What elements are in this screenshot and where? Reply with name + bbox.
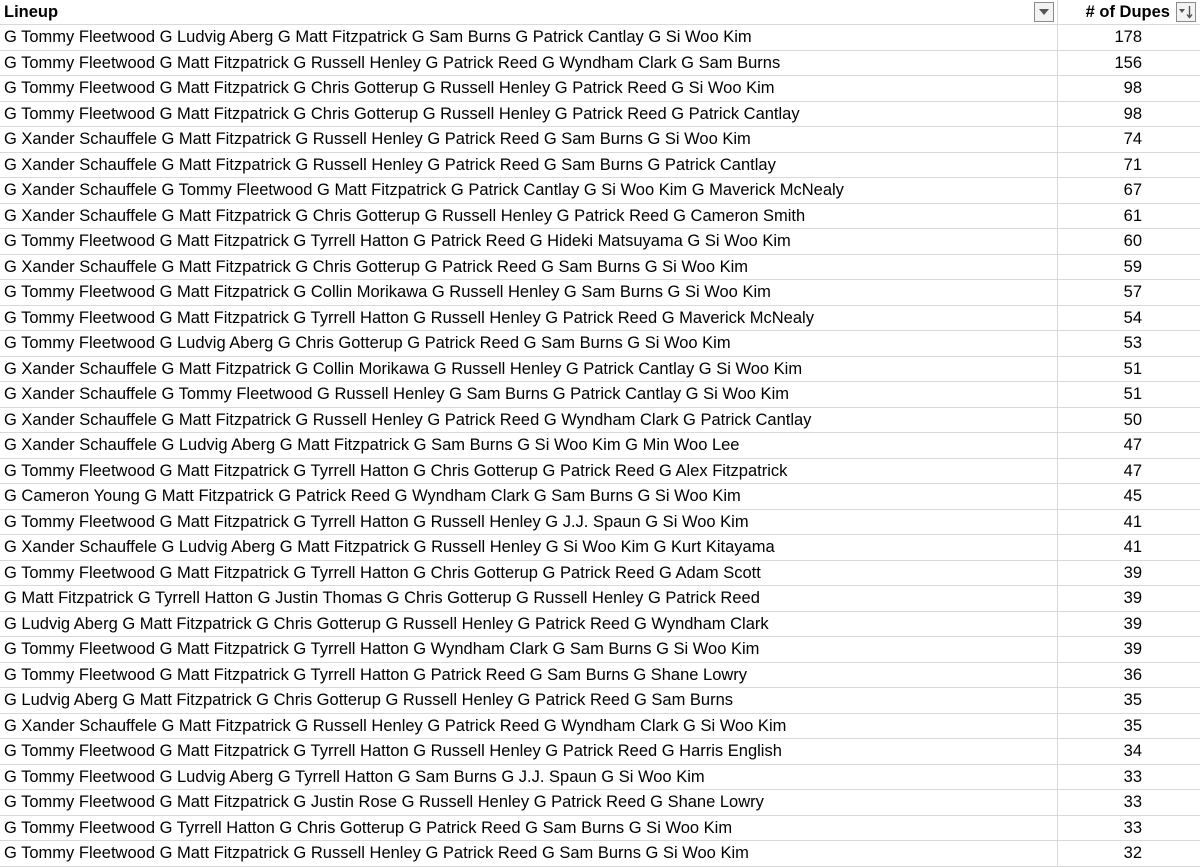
lineup-cell[interactable]: G Tommy Fleetwood G Matt Fitzpatrick G Tyrrell Hatton G Wyndham Clark G Sam Burns G Si Woo Kim <box>0 637 1058 662</box>
lineup-cell[interactable]: G Xander Schauffele G Matt Fitzpatrick G Chris Gotterup G Patrick Reed G Sam Burns G Si Woo Kim <box>0 255 1058 280</box>
lineup-cell[interactable]: G Xander Schauffele G Matt Fitzpatrick G Russell Henley G Patrick Reed G Wyndham Clark G Patrick Cantlay <box>0 408 1058 433</box>
lineup-cell[interactable]: G Xander Schauffele G Ludvig Aberg G Matt Fitzpatrick G Russell Henley G Si Woo Kim G Kurt Kitayama <box>0 535 1058 560</box>
lineup-cell[interactable]: G Tommy Fleetwood G Matt Fitzpatrick G Justin Rose G Russell Henley G Patrick Reed G Shane Lowry <box>0 790 1058 815</box>
lineup-cell[interactable]: G Xander Schauffele G Tommy Fleetwood G Matt Fitzpatrick G Patrick Cantlay G Si Woo Kim G Maverick McNealy <box>0 178 1058 203</box>
dupes-cell[interactable]: 71 <box>1123 155 1142 174</box>
table-row <box>0 51 1200 77</box>
dupes-cell[interactable]: 67 <box>1123 181 1142 199</box>
dupes-cell[interactable]: 41 <box>1123 538 1142 556</box>
table-row <box>0 637 1200 663</box>
lineup-cell[interactable]: G Xander Schauffele G Matt Fitzpatrick G Russell Henley G Patrick Reed G Sam Burns G Patrick Cantlay <box>0 153 1058 178</box>
lineup-cell[interactable]: G Tommy Fleetwood G Ludvig Aberg G Chris Gotterup G Patrick Reed G Sam Burns G Si Woo Kim <box>0 331 1058 356</box>
lineup-cell[interactable]: G Matt Fitzpatrick G Tyrrell Hatton G Justin Thomas G Chris Gotterup G Russell Henley G Patrick Reed <box>0 586 1058 611</box>
lineup-cell[interactable]: G Xander Schauffele G Tommy Fleetwood G Russell Henley G Sam Burns G Patrick Cantlay G Si Woo Kim <box>0 382 1058 407</box>
dupes-cell[interactable]: 39 <box>1123 563 1142 582</box>
table-row <box>0 586 1200 612</box>
lineup-cell[interactable]: G Tommy Fleetwood G Ludvig Aberg G Tyrrell Hatton G Sam Burns G J.J. Spaun G Si Woo Kim <box>0 765 1058 790</box>
dupes-cell[interactable]: 53 <box>1123 334 1142 352</box>
table-row <box>0 280 1200 306</box>
table-row <box>0 612 1200 638</box>
lineup-cell[interactable]: G Tommy Fleetwood G Matt Fitzpatrick G Tyrrell Hatton G Russell Henley G Patrick Reed G Harris English <box>0 739 1058 764</box>
dupes-cell[interactable]: 98 <box>1123 104 1142 123</box>
dupes-cell[interactable]: 47 <box>1123 461 1142 480</box>
lineup-cell[interactable]: G Xander Schauffele G Matt Fitzpatrick G Collin Morikawa G Russell Henley G Patrick Cantlay G Si Woo Kim <box>0 357 1058 382</box>
dupes-cell[interactable]: 61 <box>1123 206 1142 225</box>
lineup-cell[interactable]: G Cameron Young G Matt Fitzpatrick G Patrick Reed G Wyndham Clark G Sam Burns G Si Woo Kim <box>0 484 1058 509</box>
table-row <box>0 714 1200 740</box>
dupes-cell[interactable]: 35 <box>1123 691 1142 709</box>
lineup-cell[interactable]: G Ludvig Aberg G Matt Fitzpatrick G Chris Gotterup G Russell Henley G Patrick Reed G Sam Burns <box>0 688 1058 713</box>
dupes-cell[interactable]: 32 <box>1123 844 1142 862</box>
lineup-cell[interactable]: G Xander Schauffele G Matt Fitzpatrick G Russell Henley G Patrick Reed G Wyndham Clark G Si Woo Kim <box>0 714 1058 739</box>
lineup-cell[interactable]: G Xander Schauffele G Matt Fitzpatrick G Chris Gotterup G Russell Henley G Patrick Reed G Cameron Smith <box>0 204 1058 229</box>
dupes-cell[interactable]: 57 <box>1123 283 1142 301</box>
header-row <box>0 0 1200 25</box>
lineup-cell[interactable]: G Xander Schauffele G Matt Fitzpatrick G Russell Henley G Patrick Reed G Sam Burns G Si Woo Kim <box>0 127 1058 152</box>
dupes-header-label: # of Dupes <box>1085 3 1170 21</box>
table-row <box>0 484 1200 510</box>
dupes-cell[interactable]: 39 <box>1123 640 1142 658</box>
dupes-cell[interactable]: 33 <box>1123 793 1142 811</box>
table-row <box>0 178 1200 204</box>
dupes-cell[interactable]: 35 <box>1123 716 1142 735</box>
table-row <box>0 739 1200 765</box>
lineup-cell[interactable]: G Tommy Fleetwood G Matt Fitzpatrick G Tyrrell Hatton G Russell Henley G J.J. Spaun G Si Woo Kim <box>0 510 1058 535</box>
dupes-cell[interactable]: 36 <box>1123 665 1142 684</box>
lineup-cell[interactable]: G Tommy Fleetwood G Matt Fitzpatrick G Tyrrell Hatton G Patrick Reed G Sam Burns G Shane Lowry <box>0 663 1058 688</box>
table-row <box>0 663 1200 689</box>
filter-dropdown-icon[interactable] <box>1034 2 1054 22</box>
lineup-cell[interactable]: G Ludvig Aberg G Matt Fitzpatrick G Chris Gotterup G Russell Henley G Patrick Reed G Wyndham Clark <box>0 612 1058 637</box>
dupes-cell[interactable]: 33 <box>1123 818 1142 837</box>
dupes-cell[interactable]: 41 <box>1123 512 1142 531</box>
dupes-cell[interactable]: 33 <box>1123 767 1142 786</box>
dupes-cell[interactable]: 60 <box>1123 232 1142 250</box>
dupes-cell[interactable]: 34 <box>1123 742 1142 760</box>
dupes-cell[interactable]: 51 <box>1123 359 1142 378</box>
lineup-cell[interactable]: G Tommy Fleetwood G Matt Fitzpatrick G Tyrrell Hatton G Chris Gotterup G Patrick Reed G Adam Scott <box>0 561 1058 586</box>
dupes-header-cell[interactable] <box>1058 0 1200 24</box>
table-row <box>0 204 1200 230</box>
lineup-cell[interactable]: G Tommy Fleetwood G Matt Fitzpatrick G Tyrrell Hatton G Russell Henley G Patrick Reed G Maverick McNealy <box>0 306 1058 331</box>
dupes-cell[interactable]: 39 <box>1123 614 1142 633</box>
table-row <box>0 331 1200 357</box>
table-row <box>0 229 1200 255</box>
table-row <box>0 408 1200 434</box>
dupes-cell[interactable]: 156 <box>1114 53 1142 72</box>
filter-sort-descending-icon[interactable] <box>1176 2 1196 22</box>
dupes-cell[interactable]: 98 <box>1123 79 1142 97</box>
lineup-header-label: Lineup <box>4 3 59 21</box>
table-row <box>0 255 1200 281</box>
lineup-cell[interactable]: G Tommy Fleetwood G Matt Fitzpatrick G Tyrrell Hatton G Chris Gotterup G Patrick Reed G Alex Fitzpatrick <box>0 459 1058 484</box>
dupes-cell[interactable]: 45 <box>1123 487 1142 505</box>
lineup-cell[interactable]: G Tommy Fleetwood G Ludvig Aberg G Matt Fitzpatrick G Sam Burns G Patrick Cantlay G Si Woo Kim <box>0 25 1058 50</box>
table-row <box>0 765 1200 791</box>
table-row <box>0 76 1200 102</box>
table-row <box>0 816 1200 842</box>
dupes-cell[interactable]: 59 <box>1123 257 1142 276</box>
lineup-cell[interactable]: G Tommy Fleetwood G Matt Fitzpatrick G Collin Morikawa G Russell Henley G Sam Burns G Si Woo Kim <box>0 280 1058 305</box>
dupes-cell[interactable]: 74 <box>1123 130 1142 148</box>
table-row <box>0 790 1200 816</box>
lineup-cell[interactable]: G Tommy Fleetwood G Matt Fitzpatrick G Chris Gotterup G Russell Henley G Patrick Reed G Si Woo Kim <box>0 76 1058 101</box>
dupes-cell[interactable]: 54 <box>1123 308 1142 327</box>
table-row <box>0 459 1200 485</box>
lineup-cell[interactable]: G Tommy Fleetwood G Matt Fitzpatrick G Chris Gotterup G Russell Henley G Patrick Reed G Patrick Cantlay <box>0 102 1058 127</box>
table-row <box>0 535 1200 561</box>
lineup-cell[interactable]: G Tommy Fleetwood G Matt Fitzpatrick G Russell Henley G Patrick Reed G Wyndham Clark G Sam Burns <box>0 51 1058 76</box>
table-body <box>0 25 1200 867</box>
table-row <box>0 841 1200 867</box>
lineup-cell[interactable]: G Tommy Fleetwood G Tyrrell Hatton G Chris Gotterup G Patrick Reed G Sam Burns G Si Woo Kim <box>0 816 1058 841</box>
dupes-cell[interactable]: 51 <box>1123 385 1142 403</box>
dupes-cell[interactable]: 47 <box>1123 436 1142 454</box>
lineup-header-cell[interactable] <box>0 0 1058 24</box>
table-row <box>0 688 1200 714</box>
dupes-cell[interactable]: 39 <box>1123 589 1142 607</box>
dupes-cell[interactable]: 50 <box>1123 410 1142 429</box>
table-row <box>0 102 1200 128</box>
table-row <box>0 561 1200 587</box>
table-row <box>0 382 1200 408</box>
table-row <box>0 433 1200 459</box>
lineup-cell[interactable]: G Tommy Fleetwood G Matt Fitzpatrick G Russell Henley G Patrick Reed G Sam Burns G Si Woo Kim <box>0 841 1058 866</box>
table-row <box>0 153 1200 179</box>
lineup-cell[interactable]: G Tommy Fleetwood G Matt Fitzpatrick G Tyrrell Hatton G Patrick Reed G Hideki Matsuyama G Si Woo Kim <box>0 229 1058 254</box>
table-row <box>0 127 1200 153</box>
table-row <box>0 306 1200 332</box>
table-row <box>0 357 1200 383</box>
dupes-cell[interactable]: 178 <box>1114 28 1142 46</box>
lineup-cell[interactable]: G Xander Schauffele G Ludvig Aberg G Matt Fitzpatrick G Sam Burns G Si Woo Kim G Min Woo Lee <box>0 433 1058 458</box>
table-row <box>0 510 1200 536</box>
table-row <box>0 25 1200 51</box>
